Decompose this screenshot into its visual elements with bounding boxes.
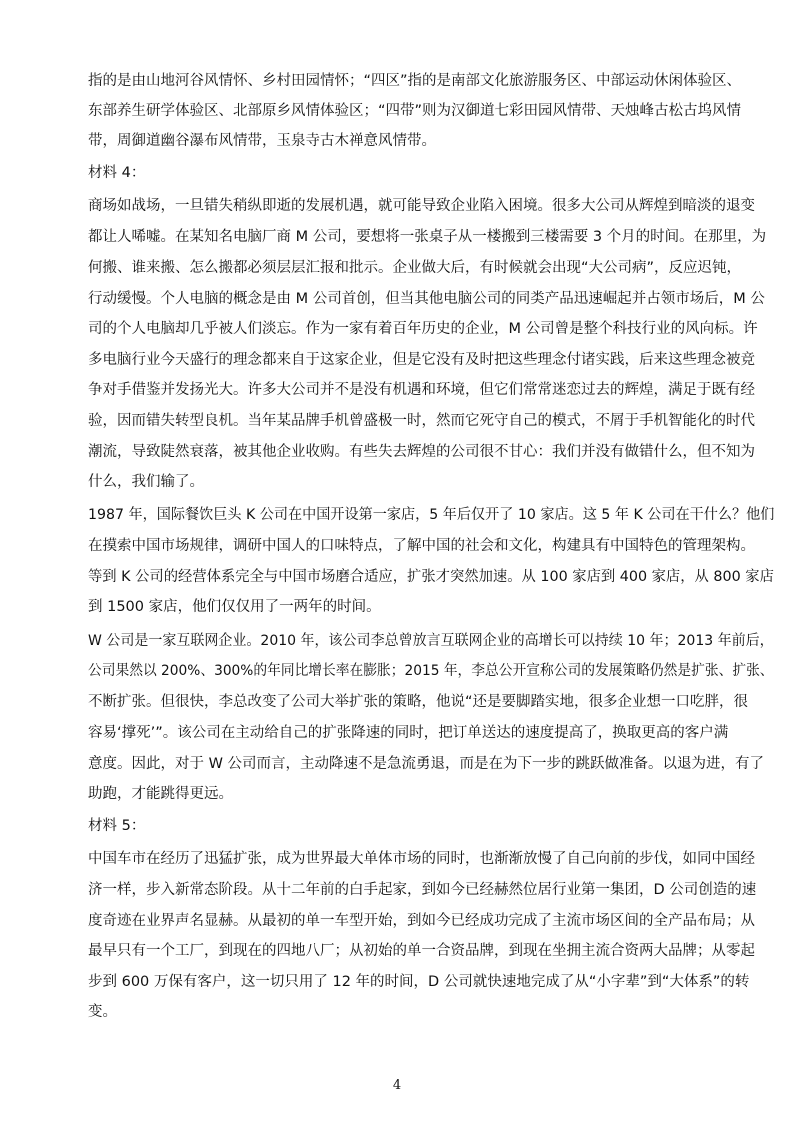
page-number: 4 [392,1078,402,1093]
text-line: 意度。因此，对于 W 公司而言，主动降速不是急流勇退，而是在为下一步的跳跃做准备。以退为进，有了 [88,756,765,772]
text-line: 带，周御道幽谷瀑布风情带，玉泉寺古木禅意风情带。 [88,133,436,149]
text-line: 何搬、谁来搬、怎么搬都必须层层汇报和批示。企业做大后，有时候就会出现“大公司病”，反应迟钝， [88,260,742,276]
text-line: 步到 600 万保有客户，这一切只用了 12 年的时间，D 公司就快速地完成了从“小字辈”到“大体系”的转 [88,974,750,990]
text-line: 容易‘撑死’”。该公司在主动给自己的扩张降速的同时，把订单送达的速度提高了，换取更高的客户满 [88,725,729,741]
text-line: 1987 年，国际餐饮巨头 K 公司在中国开设第一家店，5 年后仅开了 10 家店。这 5 年 K 公司在干什么？他们 [88,507,775,523]
text-line: 指的是由山地河谷风情怀、乡村田园情怀；“四区”指的是南部文化旅游服务区、中部运动休闲体验区、 [88,73,742,89]
text-line: 不断扩张。但很快，李总改变了公司大举扩张的策略，他说“还是要脚踏实地，很多企业想一口吃胖，很 [88,694,749,710]
text-line: 潮流，导致陡然衰落，被其他企业收购。有些失去辉煌的公司很不甘心：我们并没有做错什么，但不知为 [88,444,755,460]
text-line: 在摸索中国市场规律，调研中国人的口味特点，了解中国的社会和文化，构建具有中国特色的管理架构。 [88,538,755,554]
text-line: 助跑，才能跳得更远。 [88,786,233,802]
text-line: 商场如战场，一旦错失稍纵即逝的发展机遇，就可能导致企业陷入困境。很多大公司从辉煌到暗淡的退变 [88,198,755,214]
text-line: 公司果然以 200%、300%的年同比增长率在膨胀；2015 年，李总公开宣称公司的发展策略仍然是扩张、扩张、 [88,663,774,679]
text-line: 行动缓慢。个人电脑的概念是由 M 公司首创，但当其他电脑公司的同类产品迅速崛起并占领市场后，M 公 [88,291,765,307]
text-line: 济一样，步入新常态阶段。从十二年前的白手起家，到如今已经赫然位居行业第一集团，D 公司创造的速 [88,882,757,898]
text-line: 验，因而错失转型良机。当年某品牌手机曾盛极一时，然而它死守自己的模式，不屑于手机智能化的时代 [88,413,755,429]
text-line: 司的个人电脑却几乎被人们淡忘。作为一家有着百年历史的企业，M 公司曾是整个科技行业的风向标。许 [88,321,758,337]
text-line: 度奇迹在业界声名显赫。从最初的单一车型开始，到如今已经成功完成了主流市场区间的全产品布局；从 [88,913,755,929]
section-heading: 材料 5： [88,818,146,834]
text-line: 东部养生研学体验区、北部原乡风情体验区；“四带”则为汉御道七彩田园风情带、天烛峰古松古坞风情 [88,103,742,119]
text-line: 什么，我们输了。 [88,474,204,490]
text-line: 中国车市在经历了迅猛扩张，成为世界最大单体市场的同时，也渐渐放慢了自己向前的步伐，如同中国经 [88,851,755,867]
text-line: 最早只有一个工厂，到现在的四地八厂；从初始的单一合资品牌，到现在坐拥主流合资两大品牌；从零起 [88,943,755,959]
section-heading: 材料 4： [88,165,146,181]
text-line: 到 1500 家店，他们仅仅用了一两年的时间。 [88,599,381,615]
text-line: 多电脑行业今天盛行的理念都来自于这家企业，但是它没有及时把这些理念付诸实践，后来这些理念被竞 [88,352,755,368]
text-line: 都让人唏嘘。在某知名电脑厂商 M 公司，要想将一张桌子从一楼搬到三楼需要 3 个月的时间。在那里，为 [88,229,767,245]
text-line: W 公司是一家互联网企业。2010 年，该公司李总曾放言互联网企业的高增长可以持续 10 年；2013 年前后， [88,633,774,649]
text-line: 变。 [88,1004,117,1020]
text-line: 争对手借鉴并发扬光大。许多大公司并不是没有机遇和环境，但它们常常迷恋过去的辉煌，满足于既有经 [88,382,755,398]
text-line: 等到 K 公司的经营体系完全与中国市场磨合适应，扩张才突然加速。从 100 家店到 400 家店，从 800 家店 [88,569,774,585]
